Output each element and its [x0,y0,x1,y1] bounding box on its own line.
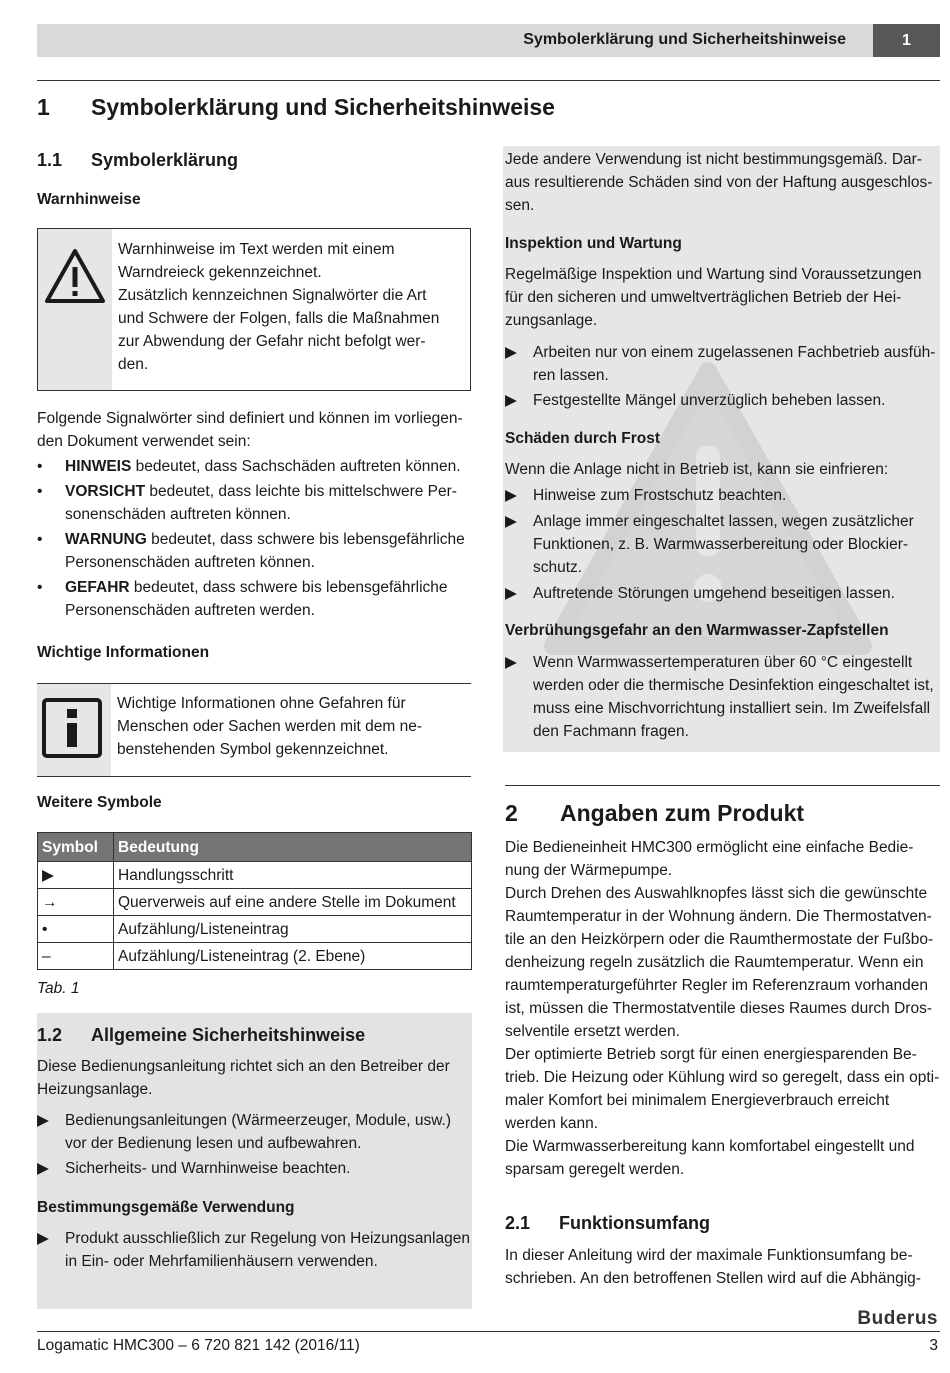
table-header-cell: Symbol [38,833,114,862]
list-item [505,341,945,387]
text-line: Jede andere Verwendung ist nicht bestimmungsgemäß. Dar- [505,151,922,168]
text-line: für den sicheren und umweltverträglichen Betrieb der Hei- [505,289,902,306]
list-item [37,576,477,622]
step-text: in Ein- oder Mehrfamilienhäusern verwenden. [65,1253,378,1270]
play-triangle-icon: ▶ [505,392,517,409]
step-text: schutz. [533,559,583,576]
frost-steps-list [505,484,945,605]
signal-text: Personenschäden auftreten können. [65,554,315,571]
list-item [37,480,477,526]
function-scope-text [505,1244,945,1290]
text-line: trieb. Die Heizung oder Kühlung wird so geregelt, dass ein opti- [505,1069,940,1086]
footer-rule [37,1331,940,1332]
warning-box-line: Warnhinweise im Text werden mit einem [118,241,395,258]
bullet-symbol-cell: • [38,916,114,943]
list-item [37,1109,472,1155]
page-number: 3 [929,1337,938,1354]
step-text: Funktionen, z. B. Warmwasserbereitung oder Blockier- [533,536,909,553]
inspection-text [505,263,945,332]
signal-intro-line: den Dokument verwendet sein: [37,433,251,450]
signal-text: bedeutet, dass schwere bis lebensgefährliche [129,579,448,596]
step-text: Bedienungsanleitungen (Wärmeerzeuger, Module, usw.) [65,1112,452,1129]
table-header-cell: Bedeutung [114,833,472,862]
list-item [505,651,945,743]
scald-heading: Verbrühungsgefahr an den Warmwasser-Zapfstellen [505,622,889,639]
warning-box-text [118,238,458,376]
step-text: Sicherheits- und Warnhinweise beachten. [65,1160,351,1177]
safety-steps-list [37,1109,472,1180]
step-text: Wenn Warmwassertemperaturen über 60 °C eingestellt [533,654,913,671]
text-line: In dieser Anleitung wird der maximale Funktionsumfang be- [505,1247,913,1264]
play-triangle-icon: ▶ [505,344,517,361]
brand-logo: Buderus [857,1308,938,1329]
dash-symbol-cell: – [38,943,114,970]
table-row [38,916,472,943]
step-text: Produkt ausschließlich zur Regelung von Heizungsanlagen [65,1230,470,1247]
signal-text: bedeutet, dass leichte bis mittelschwere Per- [145,483,457,500]
table-caption: Tab. 1 [37,980,80,997]
safety-intro-line: Diese Bedienungsanleitung richtet sich an den Betreiber der [37,1058,450,1075]
warning-box-line: den. [118,356,149,373]
intended-use-continued [505,148,945,217]
play-triangle-icon: ▶ [37,1112,49,1129]
warning-box-line: Warndreieck gekennzeichnet. [118,264,322,281]
info-box [37,683,471,777]
play-triangle-icon: ▶ [37,1230,49,1247]
signal-word: GEFAHR [65,579,130,596]
section-2-1-title [505,1211,710,1235]
text-line: maler Komfort bei minimalem Energieverbrauch erreicht [505,1092,890,1109]
play-triangle-icon: ▶ [505,487,517,504]
section-2-title [505,798,804,828]
signal-word: VORSICHT [65,483,146,500]
info-heading: Wichtige Informationen [37,644,210,661]
warning-box-line: und Schwere der Folgen, falls die Maßnahmen [118,310,440,327]
bullet-icon: • [37,579,43,596]
text-line: Der optimierte Betrieb sorgt für einen energiesparenden Be- [505,1046,917,1063]
section-2-1-text: Funktionsumfang [559,1213,710,1233]
further-symbols-heading: Weitere Symbole [37,794,162,811]
section-1-2-text: Allgemeine Sicherheitshinweise [91,1025,366,1045]
warning-triangle-icon [43,247,107,305]
step-text: Arbeiten nur von einem zugelassenen Fachbetrieb ausfüh- [533,344,936,361]
info-box-line: benstehenden Symbol gekennzeichnet. [117,741,389,758]
text-line: zungsanlage. [505,312,598,329]
main-title [37,92,555,122]
text-line: schrieben. An den betroffenen Stellen wird auf die Abhängig- [505,1270,921,1287]
text-line: sen. [505,197,535,214]
table-cell: Aufzählung/Listeneintrag (2. Ebene) [114,943,472,970]
text-line: werden kann. [505,1115,599,1132]
table-header-row [38,833,472,862]
main-title-text: Symbolerklärung und Sicherheitshinweise [91,94,555,120]
signal-words-list [37,455,477,622]
intended-use-list [37,1227,472,1273]
safety-intro-line: Heizungsanlage. [37,1081,153,1098]
inspection-steps-list [505,341,945,412]
info-box-line: Menschen oder Sachen werden mit dem ne- [117,718,422,735]
header-chapter-number: 1 [873,24,940,57]
table-cell: Handlungsschritt [114,862,472,889]
section-1-1-number: 1.1 [37,150,63,170]
step-text: muss eine Mischvorrichtung installiert sein. Im Zweifelsfall [533,700,931,717]
list-item [505,389,945,412]
info-box-text [117,692,457,761]
section-2-rule [505,785,940,786]
step-text: den Fachmann fragen. [533,723,689,740]
section-2-number: 2 [505,800,518,826]
table-row [38,862,472,889]
main-title-number: 1 [37,94,50,120]
list-item [37,455,477,478]
bullet-icon: • [37,458,43,475]
section-2-1-number: 2.1 [505,1213,531,1233]
step-text: ren lassen. [533,367,609,384]
step-text: werden oder die thermische Desinfektion eingeschaltet ist, [533,677,934,694]
step-text: Anlage immer eingeschaltet lassen, wegen zusätzlicher [533,513,914,530]
section-1-2-number: 1.2 [37,1025,63,1045]
frost-heading: Schäden durch Frost [505,430,661,447]
signal-text: bedeutet, dass schwere bis lebensgefährliche [146,531,465,548]
list-item [505,510,945,579]
header-title: Symbolerklärung und Sicherheitshinweise [523,31,846,48]
step-text: Festgestellte Mängel unverzüglich beheben lassen. [533,392,886,409]
intended-use-heading: Bestimmungsgemäße Verwendung [37,1199,295,1216]
info-icon [42,698,102,758]
section-1-2-title [37,1023,365,1047]
info-icon-cell [37,684,111,776]
warning-icon-cell [38,229,112,390]
text-line: tile an den Heizkörpern oder die Raumthermostate der Fußbo- [505,931,934,948]
play-triangle-icon: ▶ [37,1160,49,1177]
warning-box [37,228,471,391]
list-item [37,528,477,574]
list-item [37,1227,472,1273]
table-cell: Querverweis auf eine andere Stelle im Dokument [114,889,472,916]
play-triangle-icon: ▶ [505,513,517,530]
step-text: Hinweise zum Frostschutz beachten. [533,487,787,504]
step-symbol-cell: ▶ [38,862,114,889]
text-line: nung der Wärmepumpe. [505,862,673,879]
text-line: Raumtemperatur in der Wohnung ändern. Die Thermostatven- [505,908,932,925]
list-item [505,582,945,605]
signal-intro-line: Folgende Signalwörter sind definiert und können im vorliegen- [37,410,463,427]
text-line: Durch Drehen des Auswahlknopfes lässt sich die gewünschte [505,885,928,902]
play-triangle-icon: ▶ [505,654,517,671]
signal-text: Personenschäden auftreten werden. [65,602,315,619]
signal-text: sonenschäden auftreten können. [65,506,291,523]
warning-box-line: Zusätzlich kennzeichnen Signalwörter die Art [118,287,427,304]
text-line: raumtemperaturgeführter Regler im Referenzraum vorhanden [505,977,929,994]
bullet-icon: • [37,483,43,500]
inspection-heading: Inspektion und Wartung [505,235,682,252]
section-2-text: Angaben zum Produkt [560,800,805,826]
text-line: Die Warmwasserbereitung kann komfortabel eingestellt und [505,1138,915,1155]
signal-word: HINWEIS [65,458,132,475]
frost-intro: Wenn die Anlage nicht in Betrieb ist, kann sie einfrieren: [505,461,889,478]
signal-word: WARNUNG [65,531,147,548]
list-item [37,1157,472,1180]
warn-heading: Warnhinweise [37,191,141,208]
step-text: vor der Bedienung lesen und aufbewahren. [65,1135,362,1152]
list-item [505,484,945,507]
text-line: selventile ersetzt werden. [505,1023,680,1040]
bullet-icon: • [37,531,43,548]
symbol-table [37,832,472,970]
footer-document-id: Logamatic HMC300 – 6 720 821 142 (2016/11) [37,1337,360,1354]
section-1-1-text: Symbolerklärung [91,150,239,170]
warning-box-line: zur Abwendung der Gefahr nicht befolgt wer- [118,333,426,350]
signal-words-block [37,407,477,622]
text-line: ist, müssen die Thermostatventile dieses Raumes durch Dros- [505,1000,932,1017]
table-row [38,943,472,970]
step-text: Auftretende Störungen umgehend beseitigen lassen. [533,585,895,602]
info-box-line: Wichtige Informationen ohne Gefahren für [117,695,406,712]
text-line: sparsam geregelt werden. [505,1161,685,1178]
text-line: aus resultierende Schäden sind von der Haftung ausgeschlos- [505,174,933,191]
header-rule [37,80,940,81]
product-description [505,836,945,1181]
safety-intro [37,1055,472,1101]
text-line: Die Bedieneinheit HMC300 ermöglicht eine einfache Bedie- [505,839,914,856]
arrow-symbol-cell: → [38,889,114,916]
signal-text: bedeutet, dass Sachschäden auftreten können. [131,458,461,475]
scald-steps-list [505,651,945,743]
table-cell: Aufzählung/Listeneintrag [114,916,472,943]
text-line: denheizung regeln zusätzlich die Raumtemperatur. Wenn ein [505,954,924,971]
section-1-1-title [37,148,238,172]
text-line: Regelmäßige Inspektion und Wartung sind Voraussetzungen [505,266,922,283]
play-triangle-icon: ▶ [505,585,517,602]
table-row [38,889,472,916]
